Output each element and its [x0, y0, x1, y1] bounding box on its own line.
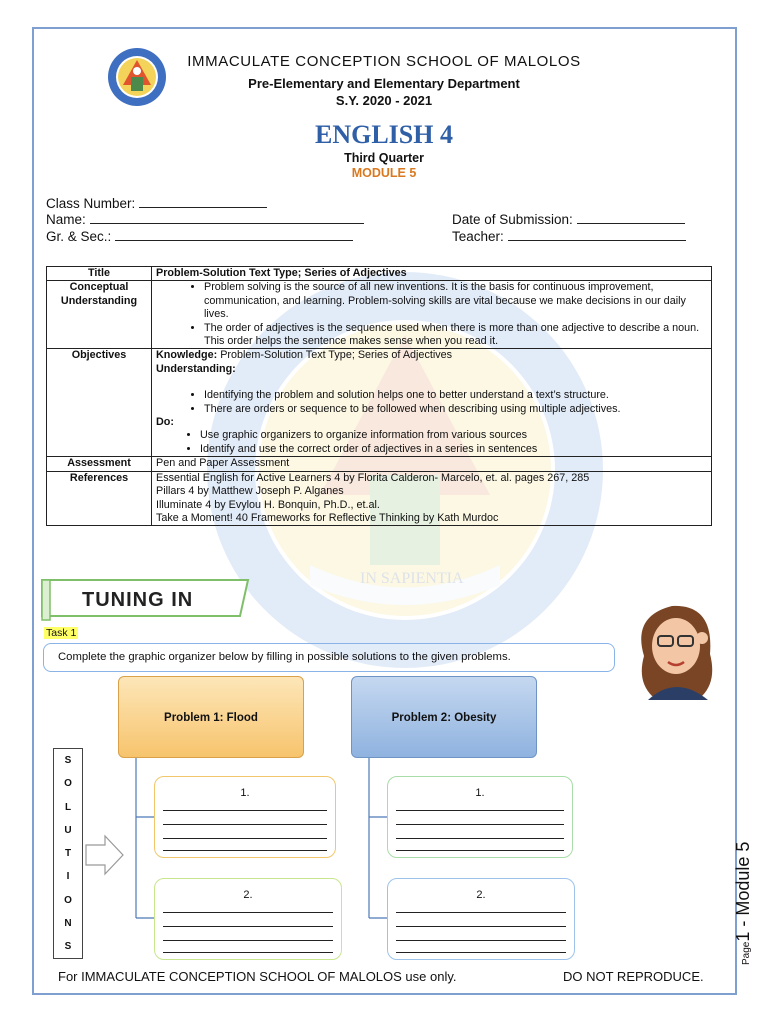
knowledge-value: Problem-Solution Text Type; Series of Adjectives	[220, 349, 453, 362]
footer-do-not-reproduce: DO NOT REPRODUCE.	[563, 969, 704, 984]
grade-section-field[interactable]	[46, 228, 353, 244]
reference-item: Essential English for Active Learners 4 by Florita Calderon- Marcelo, et. al. pages 267, 285	[156, 471, 590, 484]
letter: N	[64, 918, 72, 930]
task-label: Task 1	[46, 627, 77, 639]
instruction-callout: Complete the graphic organizer below by filling in possible solutions to the given problems.	[43, 643, 615, 672]
objectives-content	[152, 349, 712, 457]
page-number-side	[733, 842, 754, 965]
teacher-avatar	[622, 596, 732, 700]
do-label: Do:	[156, 416, 174, 429]
solution-box-3[interactable]	[387, 776, 573, 858]
name-field[interactable]	[46, 211, 364, 227]
class-number-line[interactable]	[139, 195, 267, 208]
footer-usage-note: For IMMACULATE CONCEPTION SCHOOL OF MALOLOS use only.	[58, 969, 457, 984]
teacher-line[interactable]	[508, 228, 686, 241]
letter: L	[64, 801, 72, 813]
list-item: • There are orders or sequence to be followed when describing using multiple adjectives.	[204, 403, 707, 416]
title-value: Problem-Solution Text Type; Series of Adjectives	[152, 267, 712, 281]
list-item: • The order of adjectives is the sequence used when there is more than one adjective to describe a noun. This order helps the sentence makes sense when you read it.	[204, 322, 707, 349]
tuning-in-banner	[40, 576, 250, 622]
conceptual-label-line2: Understanding	[60, 294, 138, 307]
letter: I	[66, 871, 70, 883]
date-submission-field[interactable]	[452, 211, 685, 227]
quarter: Third Quarter	[344, 151, 424, 165]
solutions-vertical-label	[53, 748, 83, 959]
problem-1-box: Problem 1: Flood	[118, 676, 304, 758]
reference-item: Take a Moment! 40 Frameworks for Reflective Thinking by Kath Murdoc	[156, 511, 499, 524]
conceptual-content	[152, 281, 712, 349]
motto-text: IN SAPIENTIA	[360, 570, 464, 587]
list-item: • Identify and use the correct order of adjectives in a series in sentences	[200, 443, 707, 456]
department: Pre-Elementary and Elementary Department	[248, 76, 520, 91]
module-number: MODULE 5	[351, 166, 417, 180]
reference-item: Illuminate 4 by Evylou H. Bonquin, Ph.D., et.al.	[156, 498, 380, 511]
class-number-field[interactable]	[46, 195, 267, 211]
list-item: • Identifying the problem and solution helps one to better understand a text’s structure.	[204, 389, 707, 402]
class-number-label: Class Number:	[46, 196, 136, 211]
solution-box-2[interactable]	[154, 878, 342, 960]
list-item: • Use graphic organizers to organize information from various sources	[200, 429, 707, 442]
title-label: Title	[47, 267, 152, 281]
solution-number: 2.	[243, 889, 253, 901]
letter: O	[64, 778, 72, 790]
conceptual-label-line1: Conceptual	[69, 281, 129, 294]
tuning-in-title: TUNING IN	[82, 589, 194, 611]
name-line[interactable]	[90, 211, 364, 224]
letter: S	[64, 941, 72, 953]
problem-2-box: Problem 2: Obesity	[351, 676, 537, 758]
date-submission-label: Date of Submission:	[452, 212, 573, 227]
objectives-label: Objectives	[47, 349, 152, 457]
subject-title: ENGLISH 4	[315, 120, 453, 149]
table-row	[47, 349, 712, 457]
solution-box-4[interactable]	[387, 878, 575, 960]
page-label: 1 - Module 5	[733, 841, 753, 942]
conceptual-label	[47, 281, 152, 349]
assessment-label: Assessment	[47, 457, 152, 471]
date-submission-line[interactable]	[577, 211, 685, 224]
understanding-label: Understanding:	[156, 362, 236, 375]
lesson-info-table	[46, 266, 712, 526]
solution-number: 1.	[475, 787, 485, 799]
references-label: References	[47, 471, 152, 526]
solution-number: 1.	[240, 787, 250, 799]
list-item: • Problem solving is the source of all new inventions. It is the basis for continuous improvement, communication, and learning. Problem-solving skills are vital because we make decisions in our daily lives.	[204, 281, 707, 321]
table-row	[47, 471, 712, 526]
knowledge-label: Knowledge:	[156, 349, 218, 362]
school-name: IMMACULATE CONCEPTION SCHOOL OF MALOLOS	[187, 53, 581, 70]
letter: T	[64, 848, 72, 860]
school-year: S.Y. 2020 - 2021	[335, 93, 433, 108]
letter: U	[64, 824, 72, 836]
table-row	[47, 267, 712, 281]
solution-number: 2.	[476, 889, 486, 901]
reference-item: Pillars 4 by Matthew Joseph P. Alganes	[156, 485, 344, 498]
references-content	[152, 471, 712, 526]
page-word: Page	[741, 941, 752, 965]
grade-section-line[interactable]	[115, 228, 353, 241]
letter: O	[64, 894, 72, 906]
table-row	[47, 281, 712, 349]
teacher-field[interactable]	[452, 228, 686, 244]
grade-section-label: Gr. & Sec.:	[46, 229, 112, 244]
letter: S	[64, 755, 72, 766]
name-label: Name:	[46, 212, 86, 227]
table-row	[47, 457, 712, 471]
teacher-label: Teacher:	[452, 229, 504, 244]
solution-box-1[interactable]	[154, 776, 336, 858]
assessment-value: Pen and Paper Assessment	[152, 457, 712, 471]
